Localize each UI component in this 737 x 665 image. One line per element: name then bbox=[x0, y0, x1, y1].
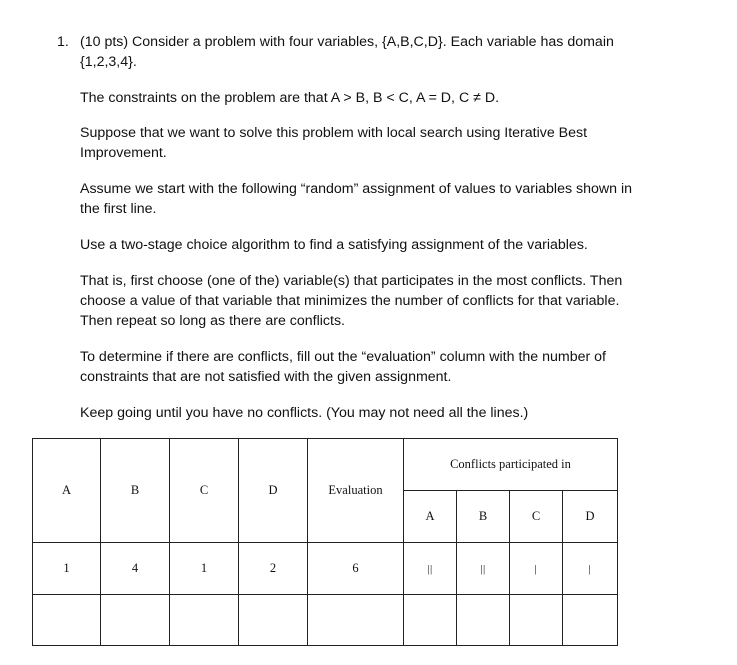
table-header-row bbox=[33, 439, 618, 491]
question-intro bbox=[80, 32, 680, 72]
algorithm-paragraph bbox=[80, 235, 680, 255]
empty-cell[interactable] bbox=[457, 595, 510, 646]
text-line: (10 pts) Consider a problem with four variables, {A,B,C,D}. Each variable has domain bbox=[80, 34, 614, 50]
text-line: Then repeat so long as there are conflicts. bbox=[80, 313, 345, 329]
assignment-paragraph bbox=[80, 179, 680, 219]
procedure-paragraph bbox=[80, 271, 680, 331]
cell-c: 1 bbox=[170, 543, 239, 595]
text-line: Assume we start with the following “random” assignment of values to variables shown in bbox=[80, 181, 632, 197]
empty-cell[interactable] bbox=[239, 595, 308, 646]
local-search-paragraph bbox=[80, 123, 680, 163]
text-line: Use a two-stage choice algorithm to find a satisfying assignment of the variables. bbox=[80, 237, 588, 253]
empty-cell[interactable] bbox=[170, 595, 239, 646]
text-line: Keep going until you have no conflicts. (You may not need all the lines.) bbox=[80, 405, 529, 421]
header-b: B bbox=[101, 439, 170, 543]
cell-conflict-c: | bbox=[510, 543, 563, 595]
cell-evaluation: 6 bbox=[308, 543, 404, 595]
header-evaluation: Evaluation bbox=[308, 439, 404, 543]
header-d: D bbox=[239, 439, 308, 543]
text-line: the first line. bbox=[80, 201, 157, 217]
question-number: 1. bbox=[57, 34, 69, 50]
cell-d: 2 bbox=[239, 543, 308, 595]
subheader-b: B bbox=[457, 491, 510, 543]
subheader-a: A bbox=[404, 491, 457, 543]
header-a: A bbox=[33, 439, 101, 543]
text-line: The constraints on the problem are that A > B, B < C, A = D, C ≠ D. bbox=[80, 90, 500, 106]
assignment-table bbox=[32, 438, 618, 646]
evaluation-paragraph bbox=[80, 347, 680, 387]
table-row-empty bbox=[33, 595, 618, 646]
cell-a: 1 bbox=[33, 543, 101, 595]
table-row bbox=[33, 543, 618, 595]
subheader-d: D bbox=[563, 491, 618, 543]
cell-conflict-d: | bbox=[563, 543, 618, 595]
cell-conflict-b: || bbox=[457, 543, 510, 595]
header-conflicts: Conflicts participated in bbox=[404, 439, 618, 491]
text-line: Improvement. bbox=[80, 145, 167, 161]
keep-going-paragraph bbox=[80, 403, 680, 423]
text-line: To determine if there are conflicts, fill out the “evaluation” column with the number of bbox=[80, 349, 606, 365]
text-line: constraints that are not satisfied with the given assignment. bbox=[80, 369, 452, 385]
empty-cell[interactable] bbox=[404, 595, 457, 646]
constraints-paragraph bbox=[80, 88, 680, 108]
text-line: {1,2,3,4}. bbox=[80, 54, 137, 70]
empty-cell[interactable] bbox=[308, 595, 404, 646]
cell-b: 4 bbox=[101, 543, 170, 595]
empty-cell[interactable] bbox=[33, 595, 101, 646]
text-line: Suppose that we want to solve this problem with local search using Iterative Best bbox=[80, 125, 588, 141]
empty-cell[interactable] bbox=[101, 595, 170, 646]
text-line: That is, first choose (one of the) variable(s) that participates in the most conflicts. Then bbox=[80, 273, 623, 289]
header-c: C bbox=[170, 439, 239, 543]
cell-conflict-a: || bbox=[404, 543, 457, 595]
empty-cell[interactable] bbox=[563, 595, 618, 646]
empty-cell[interactable] bbox=[510, 595, 563, 646]
text-line: choose a value of that variable that minimizes the number of conflicts for that variable. bbox=[80, 293, 620, 309]
subheader-c: C bbox=[510, 491, 563, 543]
